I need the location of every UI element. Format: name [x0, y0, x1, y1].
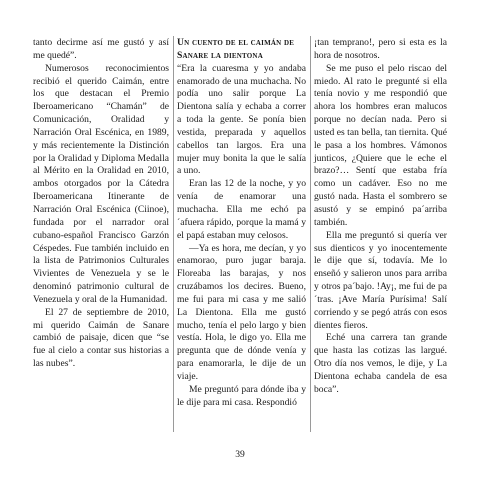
column-divider	[173, 36, 174, 432]
text-column-2	[177, 37, 306, 409]
page-number: 39	[235, 449, 245, 460]
paragraph: Eran las 12 de la noche, y yo venía de enamorar una muchacha. Ella me echó pa´afuera rápido, porque la mamá y el papá estaban muy celosos.	[177, 178, 306, 241]
text-column-1	[33, 37, 169, 371]
paragraph: Me preguntó para dónde iba y le dije para mi casa. Respondió	[177, 383, 306, 408]
paragraph: tanto decirme así me gustó y así me quedé”.	[33, 37, 169, 61]
paragraph: Se me puso el pelo riscao del miedo. Al rato le pregunté si ella tenía novio y me respondió que ahora los hombres eran malucos porque no decían nada. Pero si usted es tan bella, tan tiernita. Qué le pasa a los hombres. Vámonos junticos, ¿Quiere que le eche el brazo?… Sentí que estaba fría como un cadáver. Eso no me gustó nada. Hasta el sombrero se asustó y se empinó pa´arriba también.	[314, 62, 447, 228]
story-title: Un cuento de el caimán de Sanare la dientona	[177, 37, 295, 61]
paragraph: “Era la cuaresma y yo andaba enamorado de una muchacha. No podía uno salir porque La Dientona salía y echaba a correr a toda la gente. Se ponía bien vestida, preparada y aquellos cabellos tan largos. Era una mujer muy bonita la que le salía a uno.	[177, 62, 306, 177]
paragraph: —Ya es hora, me decían, y yo enamorao, puro jugar baraja. Floreaba las barajas, y nos cruzábamos los decires. Bueno, me fui para mi casa y me salió La Dientona. Ella me gustó mucho, tenía el pelo largo y bien vestía. Hola, le digo yo. Ella me pregunta que de dónde venía y para enamorarla, le dije de un viaje.	[177, 242, 306, 382]
column-divider	[310, 36, 311, 432]
text-column-3	[314, 37, 447, 397]
paragraph: ¡tan temprano!, pero si esta es la hora de nosotros.	[314, 37, 447, 61]
paragraph: El 27 de septiembre de 2010, mi querido Caimán de Sanare cambió de paisaje, dicen que “se fue al cielo a contar sus historias a las nubes”.	[33, 306, 169, 370]
paragraph: Numerosos reconocimientos recibió el querido Caimán, entre los que destacan el Premio Iberoamericano “Chamán” de Comunicación, Oralidad y Narración Oral Escénica, en 1989, y más recientemente la Distinción por la Oralidad y Diploma Medalla al Mérito en la Oralidad en 2010, ambos otorgados por la Cátedra Iberoamericana Itinerante de Narración Oral Escénica (Ciinoe), fundada por el narrador oral cubano-español Francisco Garzón Céspedes. Fue también incluido en la lista de Patrimonios Culturales Vivientes de Venezuela y se le denominó patrimonio cultural de Venezuela y oral de la Humanidad.	[33, 62, 169, 305]
paragraph: Ella me preguntó si quería ver sus dienticos y yo inocentemente le dije que sí, todavía. Me lo enseñó y salieron unos para arriba y otros pa´bajo. !Ay¡, me fui de pa´tras. ¡Ave María Purísima! Salí corriendo y se pegó atrás con esos dientes fieros.	[314, 229, 447, 331]
paragraph: Eché una carrera tan grande que hasta las cotizas las largué. Otro día nos vemos, le dije, y La Dientona echaba candela de esa boca”.	[314, 332, 447, 395]
